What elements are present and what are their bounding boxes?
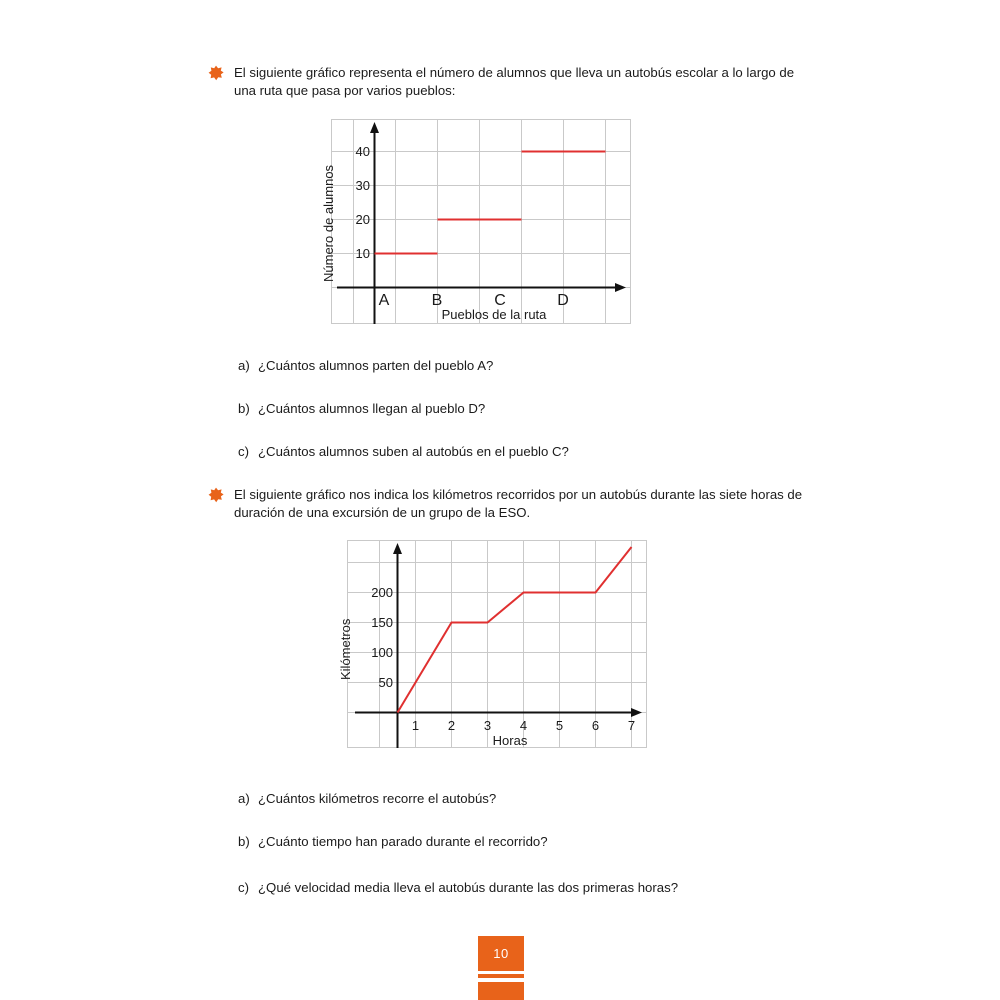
chart-frame	[332, 120, 631, 324]
y-axis-label: Kilómetros	[338, 618, 353, 680]
x-tick-A: A	[378, 292, 390, 309]
x-tick-7: 7	[627, 718, 636, 733]
exercise-1-question-b	[238, 401, 485, 416]
question-b-label: b)	[238, 401, 250, 416]
question-c-label: c)	[238, 444, 249, 459]
question-a-label: a)	[238, 791, 250, 806]
chart-kilometros	[347, 540, 647, 748]
chart-numero-de-alumnos	[331, 119, 631, 324]
x-axis-label: Pueblos de la ruta	[441, 307, 547, 322]
orange-star-bullet-icon	[208, 487, 224, 503]
exercise-2-prompt	[208, 486, 808, 522]
question-b-text: ¿Cuántos alumnos llegan al pueblo D?	[258, 401, 486, 416]
y-tick-40: 40	[355, 144, 370, 159]
exercise-2-question-b	[238, 834, 548, 849]
footer-stripe	[478, 974, 524, 978]
x-tick-D: D	[557, 292, 569, 309]
x-tick-4: 4	[519, 718, 528, 733]
chart-frame	[348, 541, 647, 748]
x-tick-6: 6	[591, 718, 600, 733]
x-tick-B: B	[431, 292, 443, 309]
question-a-text: ¿Cuántos alumnos parten del pueblo A?	[258, 358, 494, 373]
footer-block	[478, 982, 524, 1000]
x-tick-3: 3	[483, 718, 492, 733]
y-tick-200: 200	[371, 585, 393, 600]
question-a-label: a)	[238, 358, 250, 373]
question-b-label: b)	[238, 834, 250, 849]
y-tick-50: 50	[378, 675, 393, 690]
question-c-text: ¿Cuántos alumnos suben al autobús en el pueblo C?	[258, 444, 569, 459]
exercise-2-question-a	[238, 791, 496, 806]
y-tick-20: 20	[355, 212, 370, 227]
x-tick-5: 5	[555, 718, 564, 733]
y-tick-150: 150	[371, 615, 393, 630]
exercise-2-question-c	[238, 880, 678, 895]
x-axis-label: Horas	[492, 733, 528, 748]
exercise-2-prompt-text: El siguiente gráfico nos indica los kilómetros recorridos por un autobús durante las siete horas de duración de una excursión de un grupo de la ESO.	[234, 487, 803, 520]
chart-1-y-axis-label-wrap	[305, 127, 336, 282]
page-footer	[0, 936, 1000, 1000]
exercise-1-prompt	[208, 64, 808, 100]
exercise-1-question-c	[238, 444, 569, 459]
question-c-text: ¿Qué velocidad media lleva el autobús durante las dos primeras horas?	[258, 880, 679, 895]
exercise-1-prompt-text: El siguiente gráfico representa el número de alumnos que lleva un autobús escolar a lo largo de una ruta que pasa por varios pueblos:	[234, 65, 795, 98]
exercise-1-question-a	[238, 358, 493, 373]
y-tick-100: 100	[371, 645, 393, 660]
question-b-text: ¿Cuánto tiempo han parado durante el recorrido?	[258, 834, 548, 849]
chart-2-y-axis-label-wrap	[322, 560, 353, 700]
x-tick-C: C	[494, 292, 506, 309]
y-tick-10: 10	[355, 246, 370, 261]
question-a-text: ¿Cuántos kilómetros recorre el autobús?	[258, 791, 497, 806]
question-c-label: c)	[238, 880, 249, 895]
orange-star-bullet-icon	[208, 65, 224, 81]
page-number-badge: 10	[478, 936, 524, 971]
x-tick-2: 2	[447, 718, 456, 733]
y-tick-30: 30	[355, 178, 370, 193]
x-tick-1: 1	[411, 718, 420, 733]
y-axis-label: Número de alumnos	[321, 164, 336, 282]
